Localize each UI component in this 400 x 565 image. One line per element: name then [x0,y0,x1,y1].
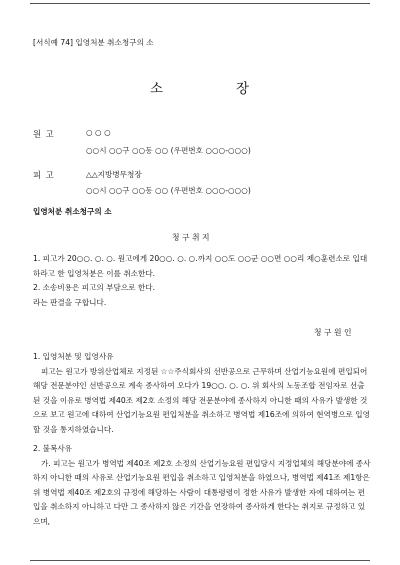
plaintiff-name: ○ ○ ○ [86,128,111,137]
claim-heading: 청 구 취 지 [172,233,210,242]
claim-closing: 라는 판결을 구합니다. [33,297,107,307]
page-top-border [30,3,370,4]
defendant-name: △△지방병무청장 [86,170,142,179]
page-bottom-border [30,560,370,561]
claim-body [33,252,371,310]
form-label: [서식예 74] 입영처분 취소청구의 소 [33,38,154,47]
defendant-address: ○○시 ○○구 ○○동 ○○ (우편번호 ○○○-○○○) [86,186,251,195]
grounds-section-2 [33,442,371,529]
section-2-body: 가. 피고는 원고가 병역법 제40조 제2호 소정의 산업기능요원 편입당시 지정업체의 해당분야에 종사하지 아니한 때의 사유로 산업기능요원 편입을 취소하고 입영처분을 하였으나, 병역법 제41조 제1항은 위 병역법 제40조 제2호의 규정에 해당하는 사람이 대통령령이 정한 사유가 발생한 자에 대하여는 편입을 취소하지 아니하고 다만 그 종사하지 않은 기간을 연장하여 종사하게 한다는 취지로 규정하고 있으며, [33,458,371,526]
grounds-heading: 청 구 원 인 [314,328,352,337]
defendant-label: 피 고 [33,170,55,180]
title-char-right: 장 [236,81,250,97]
section-1-title: 1. 입영처분 및 입영사유 [33,352,114,361]
section-2-title: 2. 불복사유 [33,444,73,453]
title-char-left: 소 [150,81,164,97]
grounds-section-1 [33,350,371,437]
claim-item-2: 2. 소송비용은 피고의 부담으로 한다. [33,283,156,292]
section-1-body: 피고는 원고가 방위산업체로 지정된 ☆☆주식회사의 선반공으로 근무하며 산업기능요원에 편입되어 해당 전문분야인 선반공으로 계속 종사하여 오다가 19○○. ○. ○. 위 회사의 노동조합 전임자로 선출된 것을 이유로 병역법 제40조 제2호 소정의 해당 전문분야에 종사하지 아니한 때의 사유가 발생한 것으로 보고 원고에 대하여 산업기능요원 편입처분을 취소하고 병역법 제16조에 의하여 현역병으로 입영할 것을 통지하였습니다. [33,366,370,434]
claim-item-1: 1. 피고가 20○○. ○. ○. 원고에게 20○○. ○. ○.까지 ○○도 ○○군 ○○면 ○○리 제○훈련소로 입대하라고 한 입영처분은 이를 취소한다. [33,254,368,278]
document-title [0,77,400,97]
plaintiff-address: ○○시 ○○구 ○○동 ○○ (우편번호 ○○○-○○○) [86,146,251,155]
case-caption: 입영처분 취소청구의 소 [33,207,112,216]
plaintiff-label: 원 고 [33,129,55,139]
